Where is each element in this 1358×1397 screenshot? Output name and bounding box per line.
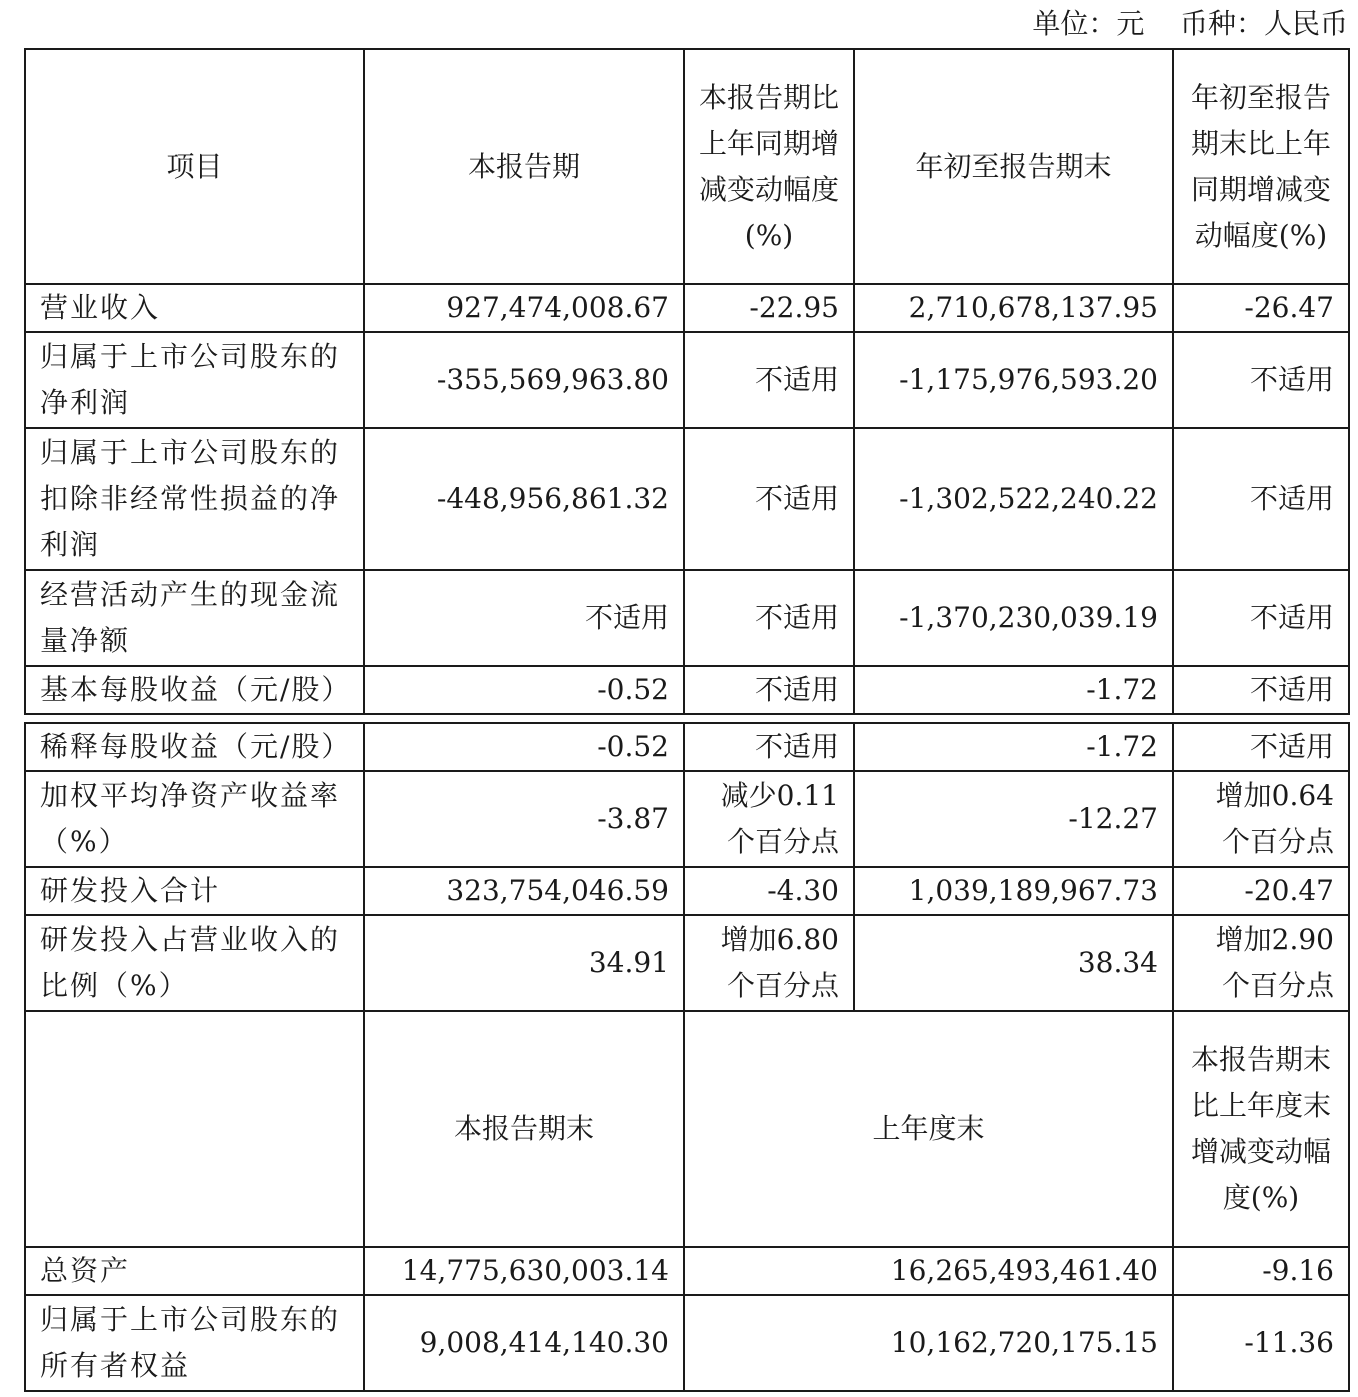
subheader-change: 本报告期末比上年度末增减变动幅度(%) xyxy=(1173,1011,1349,1247)
subheader-period-end: 本报告期末 xyxy=(364,1011,684,1247)
row-label: 研发投入占营业收入的比例（%） xyxy=(25,915,364,1011)
header-item: 项目 xyxy=(25,49,364,284)
cell-current-period: 927,474,008.67 xyxy=(364,284,684,332)
header-ytd: 年初至报告期末 xyxy=(854,49,1173,284)
cell-current-period: -0.52 xyxy=(364,723,684,771)
row-label: 稀释每股收益（元/股） xyxy=(25,723,364,771)
cell-current-change: 不适用 xyxy=(684,723,854,771)
unit-currency-note: 单位：元 币种：人民币 xyxy=(1032,7,1348,40)
row-label: 营业收入 xyxy=(25,284,364,332)
row-label: 研发投入合计 xyxy=(25,867,364,915)
cell-current-period: -355,569,963.80 xyxy=(364,332,684,428)
cell-ytd: -1,302,522,240.22 xyxy=(854,428,1173,570)
header-current-period: 本报告期 xyxy=(364,49,684,284)
row-label: 总资产 xyxy=(25,1247,364,1295)
cell-current-period: 34.91 xyxy=(364,915,684,1011)
header-current-change: 本报告期比上年同期增减变动幅度(%) xyxy=(684,49,854,284)
table-row xyxy=(25,428,1349,570)
cell-ytd-change: -20.47 xyxy=(1173,867,1349,915)
cell-prior-year-end: 16,265,493,461.40 xyxy=(684,1247,1173,1295)
table-row xyxy=(25,915,1349,1011)
financial-table-continued xyxy=(24,722,1350,1392)
cell-ytd-change: 不适用 xyxy=(1173,666,1349,714)
table-row xyxy=(25,723,1349,771)
cell-current-change: 减少0.11个百分点 xyxy=(684,771,854,867)
cell-ytd-change: -26.47 xyxy=(1173,284,1349,332)
cell-period-end: 14,775,630,003.14 xyxy=(364,1247,684,1295)
cell-period-end: 9,008,414,140.30 xyxy=(364,1295,684,1391)
table-row xyxy=(25,284,1349,332)
subheader-prior-year-end: 上年度末 xyxy=(684,1011,1173,1247)
row-label: 归属于上市公司股东的扣除非经常性损益的净利润 xyxy=(25,428,364,570)
table-row xyxy=(25,771,1349,867)
cell-ytd-change: 不适用 xyxy=(1173,570,1349,666)
cell-ytd: -1,175,976,593.20 xyxy=(854,332,1173,428)
cell-change: -11.36 xyxy=(1173,1295,1349,1391)
cell-ytd: -1.72 xyxy=(854,723,1173,771)
header-ytd-change: 年初至报告期末比上年同期增减变动幅度(%) xyxy=(1173,49,1349,284)
cell-current-change: 不适用 xyxy=(684,570,854,666)
cell-current-period: 不适用 xyxy=(364,570,684,666)
financial-table-main xyxy=(24,48,1350,715)
cell-ytd-change: 不适用 xyxy=(1173,332,1349,428)
subheader-item xyxy=(25,1011,364,1247)
cell-current-period: 323,754,046.59 xyxy=(364,867,684,915)
table-row xyxy=(25,570,1349,666)
cell-current-period: -448,956,861.32 xyxy=(364,428,684,570)
row-label: 归属于上市公司股东的净利润 xyxy=(25,332,364,428)
cell-ytd: -1.72 xyxy=(854,666,1173,714)
table-subheader-row xyxy=(25,1011,1349,1247)
table-row xyxy=(25,666,1349,714)
cell-ytd-change: 增加0.64个百分点 xyxy=(1173,771,1349,867)
row-label: 加权平均净资产收益率（%） xyxy=(25,771,364,867)
cell-current-change: 增加6.80个百分点 xyxy=(684,915,854,1011)
row-label: 经营活动产生的现金流量净额 xyxy=(25,570,364,666)
row-label: 归属于上市公司股东的所有者权益 xyxy=(25,1295,364,1391)
cell-current-change: 不适用 xyxy=(684,666,854,714)
cell-current-period: -3.87 xyxy=(364,771,684,867)
cell-ytd-change: 不适用 xyxy=(1173,428,1349,570)
cell-prior-year-end: 10,162,720,175.15 xyxy=(684,1295,1173,1391)
cell-ytd-change: 不适用 xyxy=(1173,723,1349,771)
cell-change: -9.16 xyxy=(1173,1247,1349,1295)
cell-ytd: 2,710,678,137.95 xyxy=(854,284,1173,332)
cell-current-period: -0.52 xyxy=(364,666,684,714)
table-row xyxy=(25,332,1349,428)
cell-current-change: -4.30 xyxy=(684,867,854,915)
cell-ytd: -12.27 xyxy=(854,771,1173,867)
cell-ytd-change: 增加2.90个百分点 xyxy=(1173,915,1349,1011)
table-row xyxy=(25,867,1349,915)
cell-current-change: -22.95 xyxy=(684,284,854,332)
cell-ytd: 1,039,189,967.73 xyxy=(854,867,1173,915)
cell-ytd: -1,370,230,039.19 xyxy=(854,570,1173,666)
table-header-row xyxy=(25,49,1349,284)
table-row xyxy=(25,1295,1349,1391)
cell-ytd: 38.34 xyxy=(854,915,1173,1011)
table-row xyxy=(25,1247,1349,1295)
row-label: 基本每股收益（元/股） xyxy=(25,666,364,714)
cell-current-change: 不适用 xyxy=(684,332,854,428)
cell-current-change: 不适用 xyxy=(684,428,854,570)
